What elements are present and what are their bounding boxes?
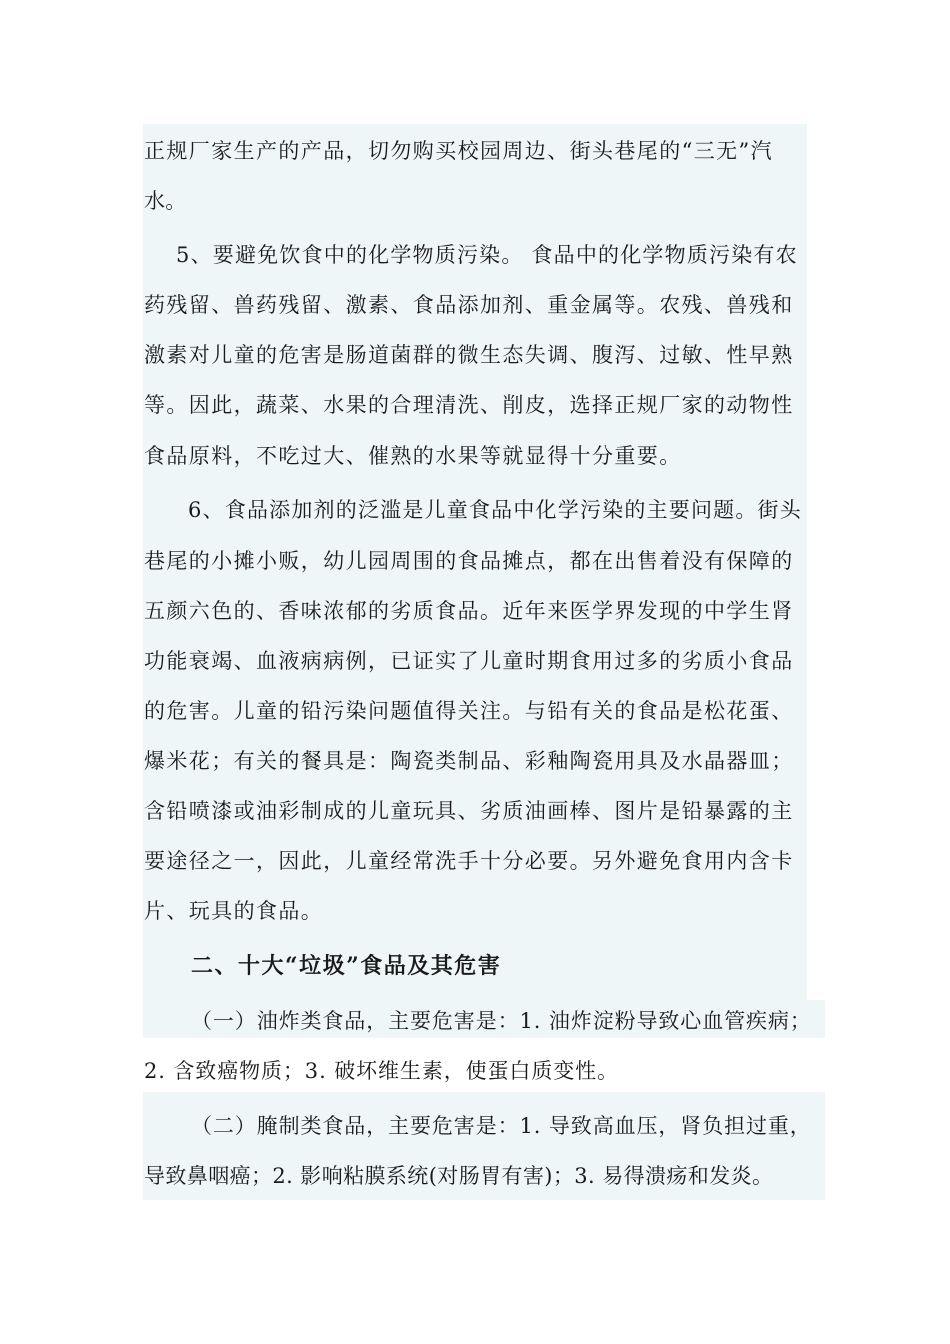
- text-line: 片、玩具的食品。: [144, 899, 324, 923]
- text-line: 5、要避免饮食中的化学物质污染。 食品中的化学物质污染有农: [176, 243, 798, 267]
- text-line: 五颜六色的、香味浓郁的劣质食品。近年来医学界发现的中学生肾: [144, 599, 794, 623]
- text-line: 等。因此，蔬菜、水果的合理清洗、削皮，选择正规厂家的动物性: [144, 393, 794, 417]
- text-line: 要途径之一，因此，儿童经常洗手十分必要。另外避免食用内含卡: [144, 849, 794, 873]
- text-line: 食品原料，不吃过大、催熟的水果等就显得十分重要。: [144, 444, 682, 468]
- text-line: 巷尾的小摊小贩，幼儿园周围的食品摊点，都在出售着没有保障的: [144, 549, 794, 573]
- text-line: 功能衰竭、血液病病例，已证实了儿童时期食用过多的劣质小食品: [144, 649, 794, 673]
- text-line: 爆米花；有关的餐具是：陶瓷类制品、彩釉陶瓷用具及水晶器皿；: [144, 749, 794, 773]
- text-line: 药残留、兽药残留、激素、食品添加剂、重金属等。农残、兽残和: [144, 293, 794, 317]
- text-line: 的危害。儿童的铅污染问题值得关注。与铅有关的食品是松花蛋、: [144, 699, 794, 723]
- text-line: 2. 含致癌物质；3. 破坏维生素，使蛋白质变性。: [144, 1059, 619, 1083]
- text-line: （一）油炸类食品，主要危害是：1. 油炸淀粉导致心血管疾病；: [191, 1009, 812, 1033]
- text-line: 6、食品添加剂的泛滥是儿童食品中化学污染的主要问题。街头: [188, 498, 802, 522]
- text-line: 含铅喷漆或油彩制成的儿童玩具、劣质油画棒、图片是铅暴露的主: [144, 799, 794, 823]
- text-line: 水。: [144, 189, 187, 213]
- text-line: 激素对儿童的危害是肠道菌群的微生态失调、腹泻、过敏、性早熟: [144, 343, 794, 367]
- section-heading: 二、十大“垃圾”食品及其危害: [191, 953, 502, 979]
- text-line: 正规厂家生产的产品，切勿购买校园周边、街头巷尾的“三无”汽: [144, 139, 774, 163]
- text-line: 导致鼻咽癌；2. 影响粘膜系统(对肠胃有害)；3. 易得溃疡和发炎。: [144, 1164, 774, 1188]
- text-line: （二）腌制类食品，主要危害是：1. 导致高血压，肾负担过重，: [191, 1114, 812, 1138]
